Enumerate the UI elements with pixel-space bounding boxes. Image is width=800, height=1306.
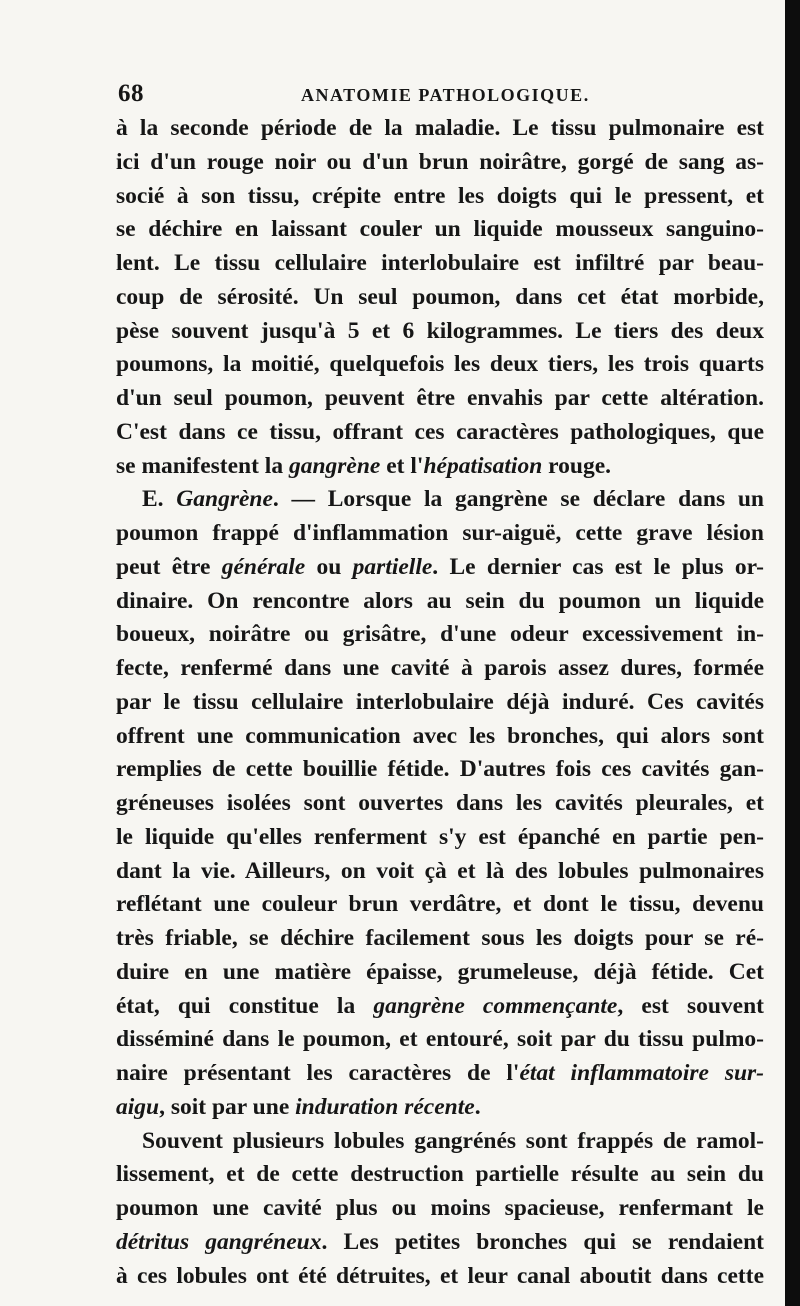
text-line: [116, 1158, 764, 1192]
text-line: [116, 551, 764, 585]
italic-text: détritus gangréneux: [116, 1228, 322, 1255]
text-segment: duire en une matière épaisse, grumeleuse, déjà fétide. Cet: [116, 958, 764, 985]
text-segment: . Les petites bronches qui se rendaient: [321, 1228, 764, 1255]
text-segment: Souvent plusieurs lobules gangrénés sont frappés de ramol-: [142, 1127, 764, 1154]
text-line: [116, 1260, 764, 1294]
text-segment: dinaire. On rencontre alors au sein du poumon un liquide: [116, 587, 764, 614]
italic-text: Gangrène: [176, 486, 273, 513]
text-line: [116, 382, 764, 416]
text-segment: dant la vie. Ailleurs, on voit çà et là des lobules pulmonaires: [116, 857, 764, 884]
text-line: [116, 652, 764, 686]
text-segment: rouge.: [542, 452, 612, 479]
italic-text: état inflammatoire sur-: [519, 1060, 764, 1086]
text-segment: reflétant une couleur brun verdâtre, et dont le tissu, devenu: [116, 891, 764, 918]
text-segment: coup de sérosité. Un seul poumon, dans cet état morbide,: [116, 283, 764, 310]
text-segment: pèse souvent jusqu'à 5 et 6 kilogrammes. Le tiers des deux: [116, 317, 764, 344]
text-line: [116, 1057, 764, 1091]
italic-text: gangrène commençante: [373, 992, 618, 1019]
text-segment: et l': [380, 452, 424, 479]
italic-text: induration récente: [295, 1093, 475, 1120]
text-segment: ici d'un rouge noir ou d'un brun noirâtre, gorgé de sang as-: [116, 148, 764, 175]
text-segment: par le tissu cellulaire interlobulaire déjà induré. Ces cavités: [116, 688, 764, 715]
body-text: [116, 112, 764, 1293]
text-segment: socié à son tissu, crépite entre les doigts qui le pressent, et: [116, 182, 764, 209]
text-segment: lent. Le tissu cellulaire interlobulaire est infiltré par beau-: [116, 250, 764, 276]
text-segment: remplies de cette bouillie fétide. D'autres fois ces cavités gan-: [116, 756, 764, 783]
text-segment: peut être: [116, 553, 222, 580]
text-segment: fecte, renfermé dans une cavité à parois assez dures, formée: [116, 655, 764, 681]
text-segment: boueux, noirâtre ou grisâtre, d'une odeur excessivement in-: [116, 621, 764, 648]
text-line: [116, 1226, 764, 1260]
text-segment: poumons, la moitié, quelquefois les deux tiers, les trois quarts: [116, 351, 764, 378]
text-line: [116, 956, 764, 990]
text-segment: se manifestent la: [116, 452, 289, 479]
text-line: [116, 112, 764, 146]
text-segment: d'un seul poumon, peuvent être envahis par cette altération.: [116, 385, 764, 411]
text-line: [116, 213, 764, 247]
scan-edge: [785, 0, 800, 1306]
text-line: [116, 450, 764, 484]
text-line: [116, 821, 764, 855]
text-line: [116, 146, 764, 180]
text-segment: le liquide qu'elles renferment s'y est épanché en partie pen-: [116, 823, 764, 850]
text-segment: poumon une cavité plus ou moins spacieuse, renfermant le: [116, 1195, 764, 1221]
text-segment: poumon frappé d'inflammation sur-aiguë, cette grave lésion: [116, 520, 764, 546]
text-line: [116, 1091, 764, 1125]
text-line: [116, 517, 764, 551]
text-line: [116, 585, 764, 619]
text-segment: E.: [142, 486, 177, 513]
text-line: [116, 922, 764, 956]
text-segment: ou: [305, 553, 353, 580]
text-segment: à ces lobules ont été détruites, et leur canal aboutit dans cette: [116, 1262, 764, 1289]
text-segment: lissement, et de cette destruction partielle résulte au sein du: [116, 1161, 764, 1188]
text-line: [116, 180, 764, 214]
text-segment: disséminé dans le poumon, et entouré, soit par du tissu pulmo-: [116, 1026, 764, 1053]
text-line: [116, 281, 764, 315]
text-line: [116, 315, 764, 349]
italic-text: partielle: [352, 553, 433, 580]
text-line: [116, 753, 764, 787]
text-segment: gréneuses isolées sont ouvertes dans les cavités pleurales, et: [116, 790, 764, 816]
italic-text: gangrène: [288, 452, 381, 479]
text-line: [116, 787, 764, 821]
text-segment: . — Lorsque la gangrène se déclare dans un: [272, 486, 764, 513]
text-line: [116, 618, 764, 652]
text-line: [116, 483, 764, 517]
text-line: [116, 247, 764, 281]
text-line: [116, 990, 764, 1024]
text-line: [116, 1125, 764, 1159]
text-segment: état, qui constitue la: [116, 992, 374, 1019]
text-segment: , est souvent: [617, 992, 764, 1019]
page-number: 68: [118, 80, 144, 107]
text-segment: .: [474, 1093, 481, 1120]
italic-text: hépatisation: [423, 452, 543, 479]
running-title: ANATOMIE PATHOLOGIQUE.: [301, 85, 590, 105]
text-line: [116, 348, 764, 382]
italic-text: générale: [221, 553, 306, 580]
text-segment: très friable, se déchire facilement sous les doigts pour se ré-: [116, 925, 764, 951]
text-segment: se déchire en laissant couler un liquide mousseux sanguino-: [116, 216, 764, 243]
text-segment: . Le dernier cas est le plus or-: [432, 553, 764, 580]
text-line: [116, 416, 764, 450]
text-segment: C'est dans ce tissu, offrant ces caractères pathologiques, que: [116, 418, 764, 445]
italic-text: aigu: [116, 1093, 160, 1120]
text-segment: à la seconde période de la maladie. Le tissu pulmonaire est: [116, 115, 764, 141]
text-line: [116, 720, 764, 754]
text-line: [116, 888, 764, 922]
text-segment: offrent une communication avec les bronches, qui alors sont: [116, 722, 764, 749]
text-line: [116, 686, 764, 720]
page-header: [118, 80, 768, 110]
text-segment: naire présentant les caractères de l': [116, 1060, 520, 1086]
text-segment: , soit par une: [159, 1093, 296, 1120]
text-line: [116, 855, 764, 889]
text-line: [116, 1192, 764, 1226]
text-line: [116, 1023, 764, 1057]
